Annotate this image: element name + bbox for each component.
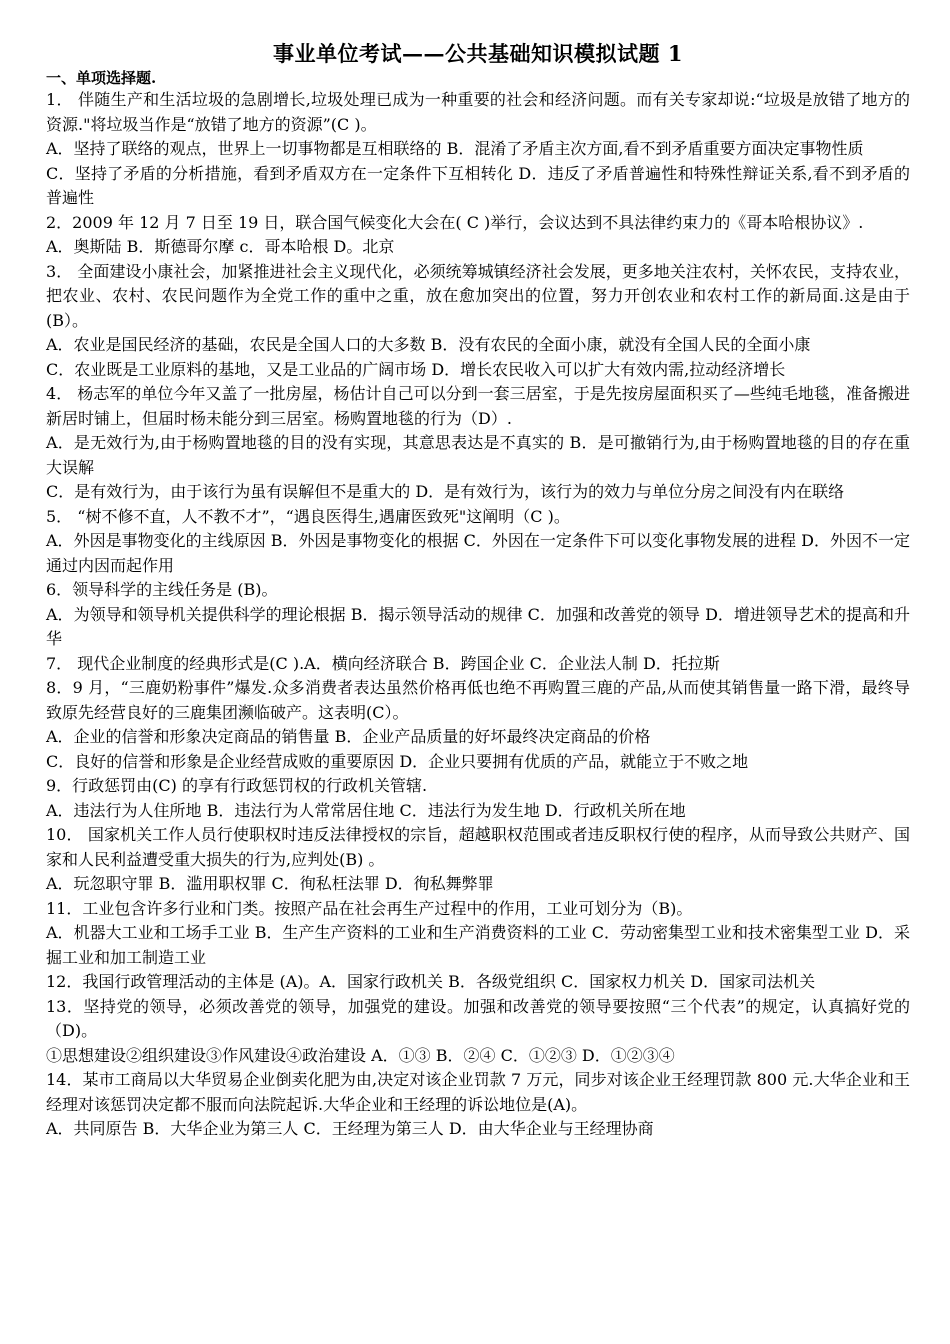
answer-options: A．企业的信誉和形象决定商品的销售量 B．企业产品质量的好坏最终决定商品的价格	[46, 727, 651, 746]
answer-options: A．共同原告 B．大华企业为第三人 C．王经理为第三人 D．由大华企业与王经理协商	[46, 1119, 654, 1138]
answer-options: A．外因是事物变化的主线原因 B．外因是事物变化的根据 C．外因在一定条件下可以变化事物发展的进程 D．外因不一定通过内因而起作用	[46, 531, 910, 575]
question-text: 14．某市工商局以大华贸易企业倒卖化肥为由,决定对该企业罚款 7 万元，同步对该企业王经理罚款 800 元.大华企业和王经理对该惩罚决定都不服而向法院起诉.大华企业和王经理的诉讼地位是(A)。	[46, 1070, 910, 1114]
answer-options: A．为领导和领导机关提供科学的理论根据 B．揭示领导活动的规律 C．加强和改善党的领导 D．增进领导艺术的提高和升华	[46, 604, 910, 648]
answer-options: A．农业是国民经济的基础，农民是全国人口的大多数 B．没有农民的全面小康，就没有全国人民的全面小康	[46, 335, 811, 354]
answer-options: A．坚持了联络的观点，世界上一切事物都是互相联络的 B．混淆了矛盾主次方面,看不到矛盾重要方面决定事物性质	[46, 139, 864, 158]
question-text: 3． 全面建设小康社会，加紧推进社会主义现代化，必须统筹城镇经济社会发展，更多地关注农村，关怀农民，支持农业，把农业、农村、农民问题作为全党工作的重中之重，放在愈加突出的位置，努力开创农业和农村工作的新局面.这是由于 (B）。	[46, 261, 910, 330]
question-text: 9．行政惩罚由(C) 的享有行政惩罚权的行政机关管辖.	[46, 776, 428, 795]
question-text: 8．9 月，“三鹿奶粉事件”爆发.众多消费者表达虽然价格再低也绝不再购置三鹿的产品,从而使其销售量一路下滑，最终导致原先经营良好的三鹿集团濒临破产。这表明(C）。	[46, 678, 910, 722]
answer-options: ①思想建设②组织建设③作风建设④政治建设 A．①③ B．②④ C．①②③ D．①②③④	[46, 1045, 675, 1065]
answer-options: A．机器大工业和工场手工业 B．生产生产资料的工业和生产消费资料的工业 C．劳动密集型工业和技术密集型工业 D．采掘工业和加工制造工业	[46, 923, 910, 967]
answer-options: C．坚持了矛盾的分析措施，看到矛盾双方在一定条件下互相转化 D．违反了矛盾普遍性和特殊性辩证关系,看不到矛盾的普遍性	[46, 163, 910, 207]
question-text: 2．2009 年 12 月 7 日至 19 日，联合国气候变化大会在( C )举行，会议达到不具法律约束力的《哥本哈根协议》.	[46, 212, 864, 232]
answer-options: C．是有效行为，由于该行为虽有误解但不是重大的 D．是有效行为，该行为的效力与单位分房之间没有内在联络	[46, 482, 845, 501]
question-text: 1． 伴随生产和生活垃圾的急剧增长,垃圾处理已成为一种重要的社会和经济问题。而有关专家却说:“垃圾是放错了地方的资源."将垃圾当作是“放错了地方的资源”(C )。	[46, 90, 910, 134]
question-list	[46, 88, 910, 1142]
answer-options: C．良好的信誉和形象是企业经营成败的重要原因 D．企业只要拥有优质的产品，就能立于不败之地	[46, 751, 749, 771]
question-text: 11．工业包含许多行业和门类。按照产品在社会再生产过程中的作用，工业可划分为（B)。	[46, 898, 693, 918]
page-title: 事业单位考试——公共基础知识模拟试题 1	[273, 41, 683, 66]
question-text: 5． “树不修不直，人不教不才”，“遇良医得生,遇庸医致死"这阐明（C )。	[46, 506, 570, 526]
section-heading: 一、单项选择题.	[46, 69, 157, 87]
answer-options: A．奥斯陆 B．斯德哥尔摩 c．哥本哈根 D。北京	[46, 237, 395, 256]
answer-options: A．违法行为人住所地 B．违法行为人常常居住地 C．违法行为发生地 D．行政机关所在地	[46, 800, 686, 820]
answer-options: A．是无效行为,由于杨购置地毯的目的没有实现，其意思表达是不真实的 B．是可撤销行为,由于杨购置地毯的目的存在重大误解	[46, 433, 910, 477]
question-text: 13．坚持党的领导，必须改善党的领导，加强党的建设。加强和改善党的领导要按照“三个代表”的规定，认真搞好党的（D)。	[46, 996, 910, 1040]
answer-options: A．玩忽职守罪 B．滥用职权罪 C．徇私枉法罪 D．徇私舞弊罪	[46, 874, 494, 893]
question-text: 6．领导科学的主线任务是 (B)。	[46, 580, 278, 599]
question-text: 10． 国家机关工作人员行使职权时违反法律授权的宗旨，超越职权范围或者违反职权行使的程序，从而导致公共财产、国家和人民利益遭受重大损失的行为,应判处(B) 。	[46, 825, 910, 869]
question-text: 4． 杨志军的单位今年又盖了一批房屋，杨估计自己可以分到一套三居室，于是先按房屋面积买了—些纯毛地毯，准备搬进新居时铺上，但届时杨未能分到三居室。杨购置地毯的行为（D）.	[46, 384, 910, 428]
question-text: 7． 现代企业制度的经典形式是(C ).A．横向经济联合 B．跨国企业 C．企业法人制 D．托拉斯	[46, 653, 720, 673]
answer-options: C．农业既是工业原料的基地，又是工业品的广阔市场 D．增长农民收入可以扩大有效内需,拉动经济增长	[46, 359, 786, 379]
question-text: 12．我国行政管理活动的主体是 (A)。A．国家行政机关 B．各级党组织 C．国家权力机关 D．国家司法机关	[46, 972, 816, 991]
